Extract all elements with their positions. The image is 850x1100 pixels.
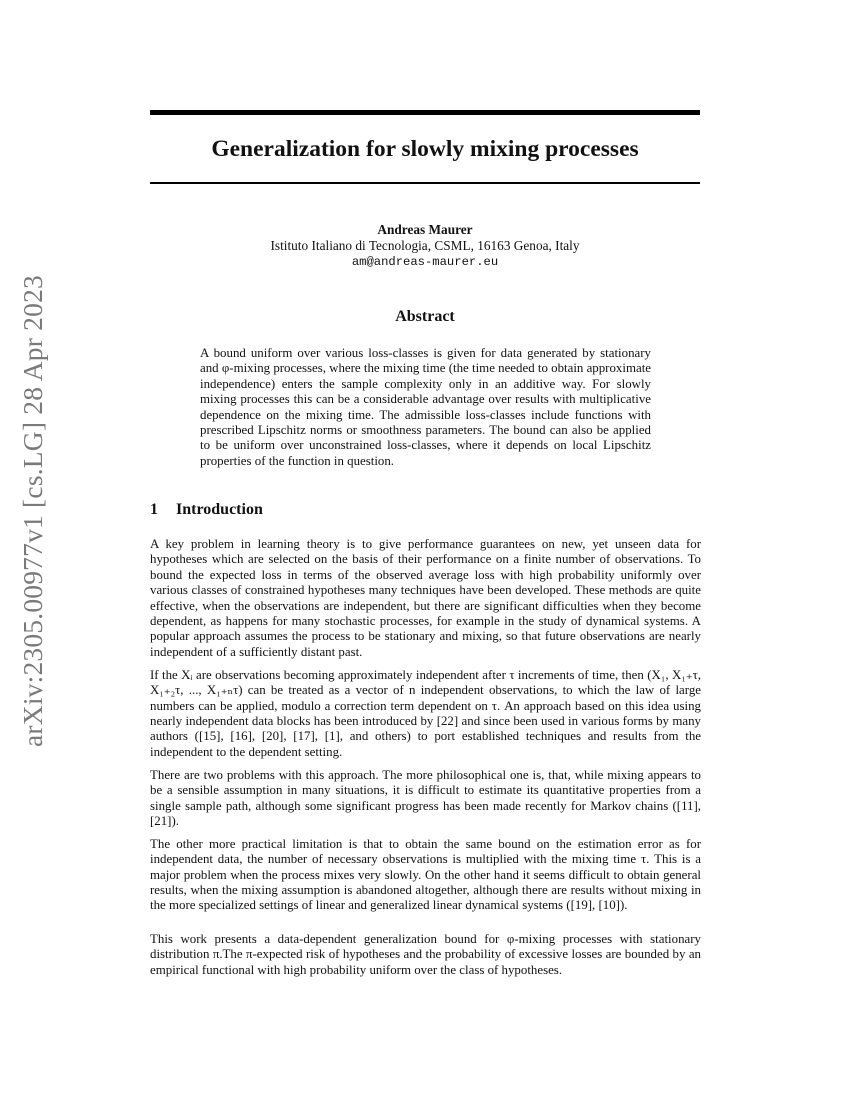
abstract-heading: Abstract (395, 308, 455, 325)
author-block (150, 222, 700, 270)
author-affiliation: Istituto Italiano di Tecnologia, CSML, 16163 Genoa, Italy (270, 238, 580, 253)
author-name: Andreas Maurer (377, 222, 473, 237)
section-heading (150, 500, 700, 520)
title-top-rule (150, 110, 700, 115)
title-bottom-rule (150, 182, 700, 184)
author-email: am@andreas-maurer.eu (351, 255, 499, 269)
arxiv-identifier: arXiv:2305.00977v1 [cs.LG] 28 Apr 2023 (17, 275, 48, 747)
paragraph: A key problem in learning theory is to give performance guarantees on new, yet unseen data for hypotheses which are selected on the basis of their performance on a finite number of observations. To bound the expected loss in terms of the observed average loss with high probability uniformly over various classes of constrained hypotheses many techniques have been developed. These methods are quite effective, when the observations are independent, but there are significant difficulties when they become dependent, as happens for many stochastic processes, for example in the study of dynamical systems. A popular approach assumes the process to be stationary and mixing, so that future observations are nearly independent of a sufficiently distant past. (150, 537, 701, 659)
section-title: Introduction (176, 501, 263, 518)
paragraph: This work presents a data-dependent generalization bound for φ-mixing processes with stationary distribution π.The π-expected risk of hypotheses and the probability of excessive losses are bounded by an empirical functional with high probability uniform over the class of hypotheses. (150, 931, 701, 977)
paper-title: Generalization for slowly mixing processes (211, 136, 639, 162)
abstract-text: A bound uniform over various loss-classes is given for data generated by stationary and φ-mixing processes, where the mixing time (the time needed to obtain approximate independence) enters the sample complexity only in an additive way. For slowly mixing processes this can be a considerable advantage over results with multiplicative dependence on the mixing time. The admissible loss-classes include functions with prescribed Lipschitz norms or smoothness parameters. The bound can also be applied to be uniform over unconstrained loss-classes, where it depends on local Lipschitz properties of the function in question. (200, 346, 651, 468)
introduction-body (150, 537, 701, 986)
paragraph: If the Xᵢ are observations becoming approximately independent after τ increments of time, then (X₁, X₁₊τ, X₁₊₂τ, ..., X₁₊ₙτ) can be treated as a vector of n independent observations, to which the law of large numbers can be applied, modulo a correction term dependent on τ. An approach based on this idea using nearly independent data blocks has been introduced by [22] and since been used in various forms by many authors ([15], [16], [20], [17], [1], and others) to port established techniques and results from the independent to the dependent setting. (150, 667, 701, 759)
arxiv-identifier-sidebar (8, 266, 58, 756)
paragraph: There are two problems with this approach. The more philosophical one is, that, while mixing appears to be a sensible assumption in many situations, it is difficult to estimate its quantitative properties from a single sample path, although some significant progress has been made recently for Markov chains ([11], [21]). (150, 767, 701, 828)
paragraph: The other more practical limitation is that to obtain the same bound on the estimation error as for independent data, the number of necessary observations is multiplied with the mixing time τ. This is a major problem when the process mixes very slowly. On the other hand it seems difficult to obtain general results, when the mixing assumption is abandoned altogether, although there are results without mixing in the more specialized settings of linear and generalized linear dynamical systems ([19], [10]). (150, 836, 701, 913)
section-number: 1 (150, 501, 158, 518)
